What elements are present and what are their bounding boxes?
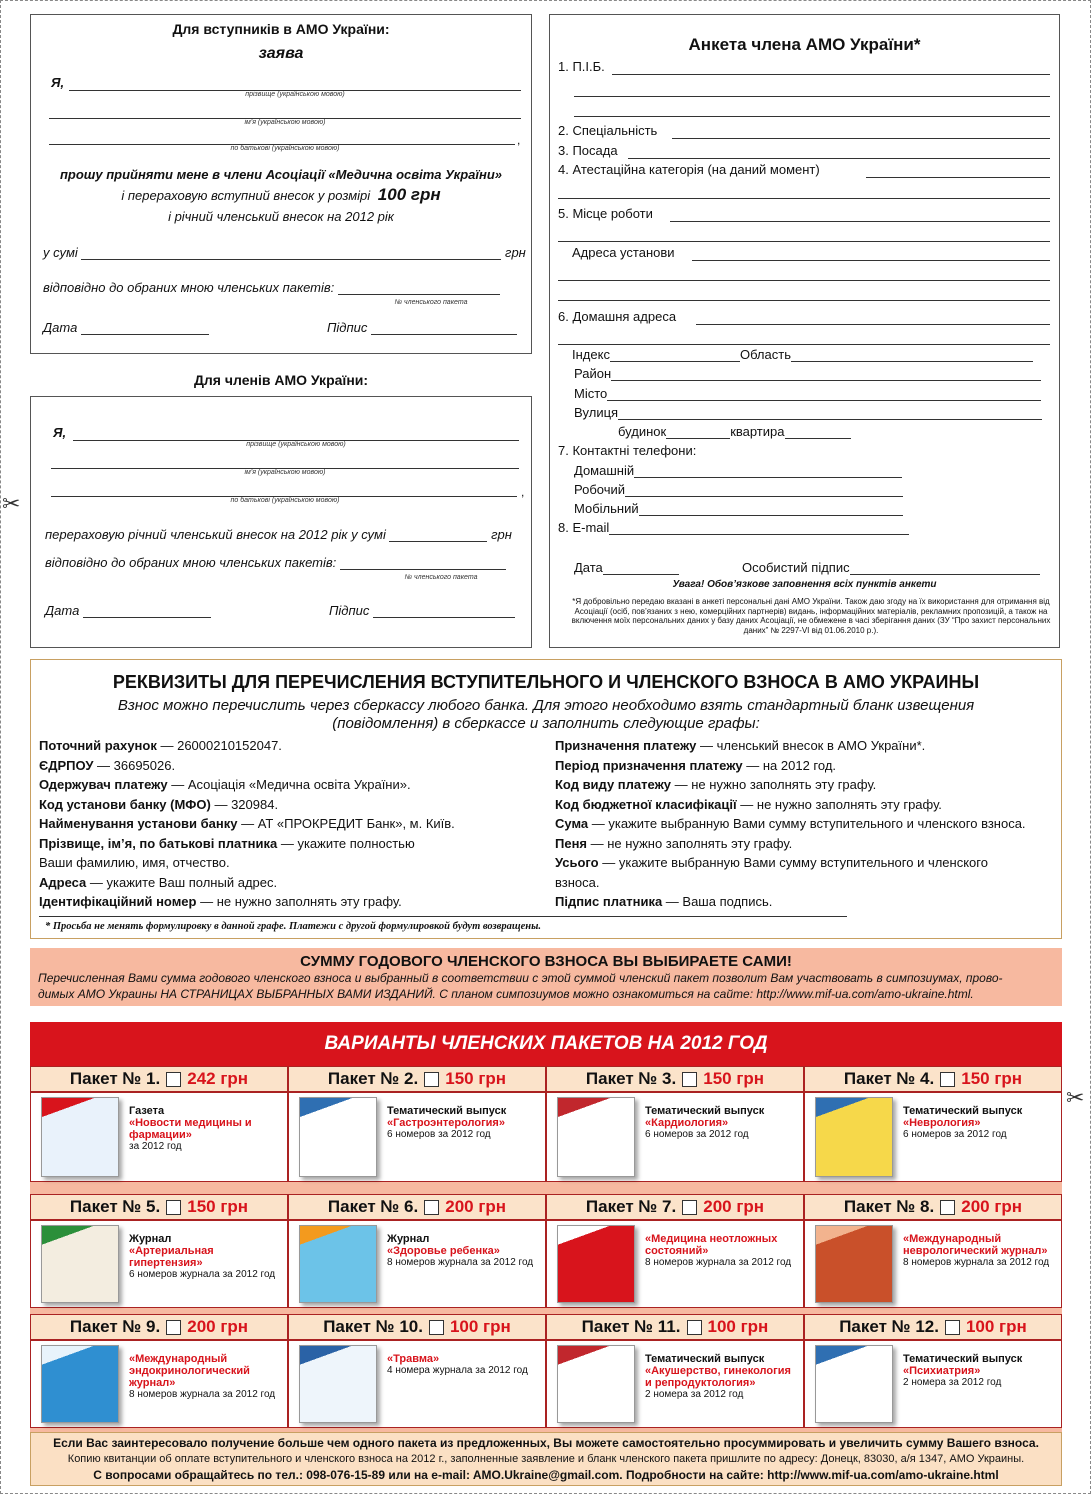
- package-header-5: [30, 1194, 288, 1220]
- member-name-caption: ім'я (українською мовою): [244, 469, 326, 476]
- package-publication: «Психиатрия»: [903, 1365, 981, 1377]
- package-header-2: [288, 1066, 546, 1092]
- name-caption: ім'я (українською мовою): [244, 119, 326, 126]
- package-header-4: [804, 1066, 1062, 1092]
- anketa-f3: 3. Посада: [558, 143, 618, 158]
- member-sum-unit: грн: [491, 527, 512, 542]
- package-issues: 2 номера за 2012 год: [645, 1389, 744, 1400]
- req-left-1: ЄДРПОУ — 36695026.: [39, 757, 176, 773]
- package-label: Пакет № 5.: [69, 1197, 161, 1216]
- member-date-label: Дата: [45, 603, 80, 618]
- package-label: Пакет № 12.: [839, 1317, 939, 1336]
- fio-field-2[interactable]: [574, 81, 1050, 97]
- journal-cover-image: [299, 1345, 377, 1423]
- journal-cover-image: [299, 1225, 377, 1303]
- member-sign-label: Підпис: [329, 603, 370, 618]
- package-publication: «Артериальная гипертензия»: [129, 1245, 214, 1269]
- package-checkbox[interactable]: [424, 1200, 439, 1215]
- package-issues: 6 номеров журнала за 2012 год: [129, 1269, 276, 1280]
- journal-cover-image: [41, 1225, 119, 1303]
- anketa-signature: Особистий підпис: [742, 560, 850, 575]
- package-header-7: [546, 1194, 804, 1220]
- package-type: Газета: [129, 1105, 165, 1117]
- req-right-4: Сума — укажите выбранную Вами сумму вступительного и членского взноса.: [555, 816, 1026, 831]
- budynok-field[interactable]: [666, 425, 730, 439]
- home-address-field-2[interactable]: [558, 329, 1050, 345]
- sum-label: у сумі: [43, 245, 78, 260]
- package-price: 150 грн: [187, 1197, 249, 1216]
- entrant-title: заява: [258, 45, 304, 62]
- package-checkbox[interactable]: [682, 1200, 697, 1215]
- package-description: [645, 1233, 799, 1269]
- specialty-field[interactable]: [672, 123, 1050, 139]
- member-date-field[interactable]: [83, 604, 211, 618]
- package-publication: «Акушерство, гинекология и репродуктология»: [645, 1365, 791, 1389]
- packages-field[interactable]: [338, 281, 500, 295]
- package-price: 150 грн: [445, 1069, 507, 1088]
- member-sum-field[interactable]: [389, 528, 487, 542]
- package-label: Пакет № 10.: [323, 1317, 423, 1336]
- req-left-5: Прізвище, ім’я, по батькові платника — укажите полностью: [39, 835, 415, 851]
- patronymic-caption: по батькові (українською мовою): [230, 145, 340, 152]
- anketa-vulytsia: Вулиця: [574, 405, 619, 420]
- choose-text1: Перечисленная Вами сумма годового членского взноса и выбранный в соответствии с этой суммой членский пакет позволит Вам участвовать в симпозиумах, прово-: [38, 971, 1003, 985]
- index-field[interactable]: [610, 348, 740, 362]
- req-left-4: Найменування установи банку — АТ «ПРОКРЕДИТ Банк», м. Київ.: [39, 816, 455, 831]
- rayon-field[interactable]: [611, 367, 1041, 381]
- package-header-8: [804, 1194, 1062, 1220]
- package-type: Тематический выпуск: [387, 1105, 507, 1117]
- req-right-2: Код виду платежу — не нужно заполнять эту графу.: [555, 777, 877, 792]
- member-surname-field[interactable]: [73, 425, 519, 441]
- footer-line1: Если Вас заинтересовало получение больше чем одного пакета из предложенных, Вы можете самостоятельно просуммировать и увеличить сумму Вашего взноса.: [53, 1436, 1039, 1450]
- request-text: прошу прийняти мене в члени Асоціації «Медична освіта України»: [59, 167, 503, 182]
- member-name-field[interactable]: [51, 453, 519, 469]
- anketa-f4: 4. Атестаційна категорія (на даний момент): [558, 162, 820, 177]
- package-checkbox[interactable]: [940, 1072, 955, 1087]
- req-right-8: Підпис платника — Ваша подпись.: [555, 894, 773, 909]
- package-card-2[interactable]: [288, 1092, 546, 1182]
- requisites-left: [39, 736, 539, 912]
- email-field[interactable]: [609, 521, 909, 535]
- member-ya-label: Я,: [53, 425, 67, 440]
- date-label: Дата: [43, 320, 78, 335]
- package-label: Пакет № 1.: [69, 1069, 161, 1088]
- package-issues: 6 номеров за 2012 год: [387, 1129, 491, 1140]
- req-left-7: Адреса — укажите Ваш полный адрес.: [39, 874, 278, 890]
- anketa-form: [549, 14, 1060, 648]
- oblast-field[interactable]: [791, 348, 1033, 362]
- anketa-index: Індекс: [572, 347, 610, 362]
- package-description: [129, 1105, 283, 1153]
- req-right-7: взноса.: [555, 874, 600, 890]
- package-issues: за 2012 год: [129, 1141, 182, 1152]
- journal-cover-image: [815, 1345, 893, 1423]
- member-package-caption: № членського пакета: [404, 574, 478, 581]
- package-header-9: [30, 1314, 288, 1340]
- position-field[interactable]: [628, 143, 1050, 159]
- package-issues: 6 номеров за 2012 год: [645, 1129, 749, 1140]
- package-publication: «Новости медицины и фармации»: [129, 1117, 252, 1141]
- package-label: Пакет № 2.: [327, 1069, 419, 1088]
- package-card-12[interactable]: [804, 1340, 1062, 1428]
- package-caption: № членського пакета: [394, 299, 468, 306]
- req-left-2: Одержувач платежу — Асоціація «Медична освіта України».: [39, 777, 411, 792]
- package-label: Пакет № 7.: [585, 1197, 677, 1216]
- package-label: Пакет № 3.: [585, 1069, 677, 1088]
- anketa-signature-field[interactable]: [850, 561, 1040, 575]
- package-price: 200 грн: [703, 1197, 765, 1216]
- footer: [30, 1432, 1062, 1486]
- package-label: Пакет № 6.: [327, 1197, 419, 1216]
- package-publication: «Кардиология»: [645, 1117, 729, 1129]
- journal-cover-image: [557, 1345, 635, 1423]
- package-price: 100 грн: [707, 1317, 769, 1336]
- sum-row: [43, 245, 526, 260]
- package-price: 200 грн: [445, 1197, 507, 1216]
- package-header-10: [288, 1314, 546, 1340]
- package-label: Пакет № 4.: [843, 1069, 935, 1088]
- package-type: Журнал: [129, 1233, 172, 1245]
- package-price: 150 грн: [703, 1069, 765, 1088]
- package-description: [903, 1105, 1057, 1141]
- package-publication: «Гастроэнтерология»: [387, 1117, 505, 1129]
- fee-text: і перераховую вступний внесок у розмірі: [121, 188, 371, 203]
- fee-line: [31, 185, 531, 205]
- journal-cover-image: [557, 1225, 635, 1303]
- package-header-6: [288, 1194, 546, 1220]
- package-type: Тематический выпуск: [903, 1105, 1023, 1117]
- package-price: 200 грн: [187, 1317, 249, 1336]
- anketa-rayon: Район: [574, 366, 612, 381]
- package-price: 242 грн: [187, 1069, 249, 1088]
- req-right-6: Усього — укажите выбранную Вами сумму вступительного и членского: [555, 855, 988, 870]
- package-issues: 8 номеров журнала за 2012 год: [903, 1257, 1050, 1268]
- surname-field[interactable]: [69, 75, 521, 91]
- package-header-3: [546, 1066, 804, 1092]
- category-field[interactable]: [866, 162, 1050, 178]
- package-card-10[interactable]: [288, 1340, 546, 1428]
- ya-label: Я,: [51, 75, 65, 90]
- fio-field-3[interactable]: [574, 101, 1050, 117]
- req-left-8: Ідентифікаційний номер — не нужно заполнять эту графу.: [39, 894, 402, 909]
- home-address-field[interactable]: [696, 309, 1050, 325]
- member-sign-row: [329, 603, 515, 618]
- sign-row: [327, 320, 517, 335]
- anketa-kvartyra: квартира: [730, 424, 785, 439]
- journal-cover-image: [41, 1345, 119, 1423]
- package-card-8[interactable]: [804, 1220, 1062, 1308]
- package-price: 100 грн: [965, 1317, 1027, 1336]
- package-description: [387, 1233, 541, 1269]
- anketa-date-field[interactable]: [603, 561, 679, 575]
- package-card-9[interactable]: [30, 1340, 288, 1428]
- anketa-budynok: будинок: [618, 424, 667, 439]
- package-checkbox[interactable]: [429, 1320, 444, 1335]
- package-checkbox[interactable]: [424, 1072, 439, 1087]
- member-packages-label: відповідно до обраних мною членських пакетів:: [45, 555, 337, 570]
- req-right-1: Період призначення платежу — на 2012 год.: [555, 757, 837, 773]
- package-publication: «Медицина неотложных состояний»: [645, 1233, 778, 1257]
- anketa-oblast: Область: [739, 347, 791, 362]
- requisites-divider: [39, 916, 847, 917]
- package-type: Тематический выпуск: [645, 1105, 765, 1117]
- package-header-1: [30, 1066, 288, 1092]
- package-checkbox[interactable]: [945, 1320, 960, 1335]
- journal-cover-image: [557, 1097, 635, 1177]
- package-issues: 8 номеров журнала за 2012 год: [387, 1257, 534, 1268]
- anketa-f6: 6. Домашня адреса: [558, 309, 677, 324]
- member-heading: Для членів АМО України:: [193, 372, 369, 388]
- package-card-7[interactable]: [546, 1220, 804, 1308]
- requisites-note: * Просьба не менять формулировку в данной графе. Платежи с другой формулировкой будут возвращены.: [45, 921, 541, 932]
- package-price: 200 грн: [961, 1197, 1023, 1216]
- package-description: [645, 1105, 799, 1141]
- package-description: [129, 1353, 283, 1401]
- member-transfer-text: перераховую річний членський внесок на 2012 рік у сумі: [45, 527, 386, 542]
- anketa-work: Робочий: [574, 482, 626, 497]
- packages-label: відповідно до обраних мною членських пакетів:: [43, 280, 335, 295]
- address-field-2[interactable]: [558, 265, 1050, 281]
- anketa-address: Адреса установи: [572, 245, 675, 260]
- sign-label: Підпис: [327, 320, 368, 335]
- package-price: 150 грн: [961, 1069, 1023, 1088]
- package-card-3[interactable]: [546, 1092, 804, 1182]
- requisites-right: [555, 736, 1055, 912]
- choose-title: СУММУ ГОДОВОГО ЧЛЕНСКОГО ВЗНОСА ВЫ ВЫБИРАЕТЕ САМИ!: [300, 953, 792, 970]
- annual-text: і річний членський внесок на 2012 рік: [168, 209, 394, 224]
- package-label: Пакет № 9.: [69, 1317, 161, 1336]
- anketa-title: Анкета члена АМО України*: [688, 35, 921, 54]
- choose-section: [30, 948, 1062, 1006]
- misto-field[interactable]: [607, 387, 1041, 401]
- package-checkbox[interactable]: [940, 1200, 955, 1215]
- sum-field[interactable]: [81, 246, 501, 260]
- req-right-3: Код бюджетної класифікації — не нужно заполнять эту графу.: [555, 796, 942, 812]
- req-right-0: Призначення платежу — членський внесок в АМО України*.: [555, 738, 926, 753]
- package-price: 100 грн: [449, 1317, 511, 1336]
- member-transfer-row: [45, 527, 512, 542]
- anketa-f1: 1. П.І.Б.: [558, 59, 605, 74]
- scissors-icon-right: ✂: [1066, 1086, 1085, 1111]
- package-description: [645, 1353, 799, 1401]
- home-phone-field[interactable]: [634, 464, 902, 478]
- package-issues: 8 номеров журнала за 2012 год: [645, 1257, 792, 1268]
- package-type: Тематический выпуск: [903, 1353, 1023, 1365]
- package-checkbox[interactable]: [687, 1320, 702, 1335]
- requisites-title: РЕКВИЗИТЫ ДЛЯ ПЕРЕЧИСЛЕНИЯ ВСТУПИТЕЛЬНОГО И ЧЛЕНСКОГО ВЗНОСА В АМО УКРАИНЫ: [112, 672, 980, 692]
- choose-text2: димых АМО Украины НА СТРАНИЦАХ ВЫБРАННЫХ ВАМИ ИЗДАНИЙ. С планом симпозиумов можно ознакомиться на сайте: http://www.mif-ua.com/amo-ukraine.html.: [38, 987, 974, 1001]
- anketa-home: Домашній: [574, 463, 635, 478]
- footer-line3: С вопросами обращайтесь по тел.: 098-076-15-89 или на e-mail: AMO.Ukraine@gmail.com. Подробности на сайте: http://www.mif-ua.com/amo-ukraine.html: [93, 1468, 999, 1482]
- surname-caption: прізвище (українською мовою): [245, 91, 345, 98]
- anketa-f2: 2. Спеціальність: [558, 123, 658, 138]
- package-card-4[interactable]: [804, 1092, 1062, 1182]
- anketa-mobile: Мобільний: [574, 501, 639, 516]
- req-right-5: Пеня — не нужно заполнять эту графу.: [555, 835, 793, 851]
- patronymic-field[interactable]: [49, 129, 515, 145]
- member-patronymic-field[interactable]: [51, 481, 517, 497]
- anketa-date: Дата: [574, 560, 603, 575]
- anketa-footnote: *Я добровільно передаю вказані в анкеті персональні дані АМО України. Також даю згоду на їх використання для отримання від Асоціації (осіб, пов’язаних з нею, комерційних партнерів) видань, інформаційних матеріалів, рекламних пропозицій, а також на включення моїх персональних даних у базу даних Асоціації, не обмежене в часі зберігання даних (ЗУ “Про захист персональних даних” № 2297-VI від 01.06.2010 р.).: [571, 597, 1051, 635]
- packages-title: ВАРИАНТЫ ЧЛЕНСКИХ ПАКЕТОВ НА 2012 ГОД: [30, 1022, 1062, 1066]
- entrant-form: Для вступників в АМО України: заява Я, прізвище (українською мовою) ім'я (українською мовою) , по батькові (українською мовою) прошу прийняти мене в члени Асоціації «Медична освіта України» і перераховую вступний внесок у розмірі 100 грн і річний членський внесок на 2012 рік у сумі грн відповідно до обраних мною членських пакетів: № членського пакета Дата Підпис: [30, 14, 532, 354]
- requisites-section: [30, 659, 1062, 939]
- anketa-f7: 7. Контактні телефони:: [558, 443, 697, 458]
- package-description: [387, 1105, 541, 1141]
- journal-cover-image: [815, 1097, 893, 1177]
- journal-cover-image: [815, 1225, 893, 1303]
- anketa-f5: 5. Місце роботи: [558, 206, 653, 221]
- journal-cover-image: [299, 1097, 377, 1177]
- journal-cover-image: [41, 1097, 119, 1177]
- package-issues: 6 номеров за 2012 год: [903, 1129, 1007, 1140]
- address-field-3[interactable]: [558, 285, 1050, 301]
- package-card-11[interactable]: [546, 1340, 804, 1428]
- package-publication: «Здоровье ребенка»: [387, 1245, 500, 1257]
- package-issues: 2 номера за 2012 год: [903, 1377, 1002, 1388]
- fio-field-1[interactable]: [612, 59, 1050, 75]
- package-header-12: [804, 1314, 1062, 1340]
- package-description: [903, 1233, 1057, 1269]
- package-publication: «Международный эндокринологический журнал»: [129, 1353, 250, 1389]
- category-field-2[interactable]: [558, 183, 1050, 199]
- sign-field[interactable]: [371, 321, 517, 335]
- package-checkbox[interactable]: [166, 1320, 181, 1335]
- package-description: [903, 1353, 1057, 1389]
- kvartyra-field[interactable]: [785, 425, 851, 439]
- mobile-phone-field[interactable]: [639, 502, 903, 516]
- requisites-subtitle2: (повідомлення) в сберкассе и заполнить следующие графы:: [332, 715, 760, 732]
- package-publication: «Травма»: [387, 1353, 440, 1365]
- fee-amount: 100 грн: [377, 185, 441, 204]
- requisites-subtitle1: Взнос можно перечислить через сберкассу любого банка. Для этого необходимо взять стандартный бланк извещения: [117, 697, 975, 714]
- anketa-misto: Місто: [574, 386, 608, 401]
- req-left-3: Код установи банку (МФО) — 320984.: [39, 796, 279, 812]
- package-publication: «Международный неврологический журнал»: [903, 1233, 1048, 1257]
- package-type: Журнал: [387, 1233, 430, 1245]
- name-field[interactable]: [49, 103, 521, 119]
- package-header-11: [546, 1314, 804, 1340]
- sum-unit: грн: [505, 245, 526, 260]
- workplace-field-2[interactable]: [558, 226, 1050, 242]
- anketa-f8: 8. E-mail: [558, 520, 610, 535]
- packages-row: [43, 280, 500, 295]
- package-issues: 8 номеров журнала за 2012 год: [129, 1389, 276, 1400]
- address-field[interactable]: [692, 245, 1050, 261]
- member-form: Я, прізвище (українською мовою) ім'я (українською мовою) , по батькові (українською мовою) перераховую річний членський внесок на 2012 рік у сумі грн відповідно до обраних мною членських пакетів: № членського пакета Дата Підпис: [30, 396, 532, 648]
- package-type: Тематический выпуск: [645, 1353, 765, 1365]
- package-card-5[interactable]: [30, 1220, 288, 1308]
- package-card-1[interactable]: [30, 1092, 288, 1182]
- member-packages-row: [45, 555, 506, 570]
- package-description: [387, 1353, 541, 1377]
- member-sign-field[interactable]: [373, 604, 515, 618]
- package-label: Пакет № 11.: [581, 1317, 681, 1336]
- member-surname-caption: прізвище (українською мовою): [246, 441, 346, 448]
- date-field[interactable]: [81, 321, 209, 335]
- date-row: [43, 320, 209, 335]
- req-left-6: Ваши фамилию, имя, отчество.: [39, 855, 230, 870]
- package-description: [129, 1233, 283, 1281]
- workplace-field[interactable]: [670, 206, 1050, 222]
- package-checkbox[interactable]: [166, 1072, 181, 1087]
- work-phone-field[interactable]: [625, 483, 903, 497]
- member-packages-field[interactable]: [340, 556, 506, 570]
- footer-line2: Копию квитанции об оплате вступительного и членского взноса на 2012 г., заполненные заявление и бланк членского пакета пришлите по адресу: Донецк, 83030, а/я 1347, АМО Украины.: [67, 1453, 1025, 1465]
- member-patronymic-caption: по батькові (українською мовою): [230, 497, 340, 504]
- package-card-6[interactable]: [288, 1220, 546, 1308]
- vulytsia-field[interactable]: [618, 406, 1042, 420]
- member-date-row: [45, 603, 211, 618]
- anketa-warning: Увага! Обов’язкове заповнення всіх пунктів анкети: [672, 579, 937, 590]
- scissors-icon-left: ✂: [2, 492, 21, 517]
- package-publication: «Неврология»: [903, 1117, 981, 1129]
- package-checkbox[interactable]: [682, 1072, 697, 1087]
- req-left-0: Поточний рахунок — 26000210152047.: [39, 738, 282, 753]
- entrant-heading: Для вступників в АМО України:: [172, 21, 390, 37]
- package-label: Пакет № 8.: [843, 1197, 935, 1216]
- package-issues: 4 номера журнала за 2012 год: [387, 1365, 528, 1376]
- package-checkbox[interactable]: [166, 1200, 181, 1215]
